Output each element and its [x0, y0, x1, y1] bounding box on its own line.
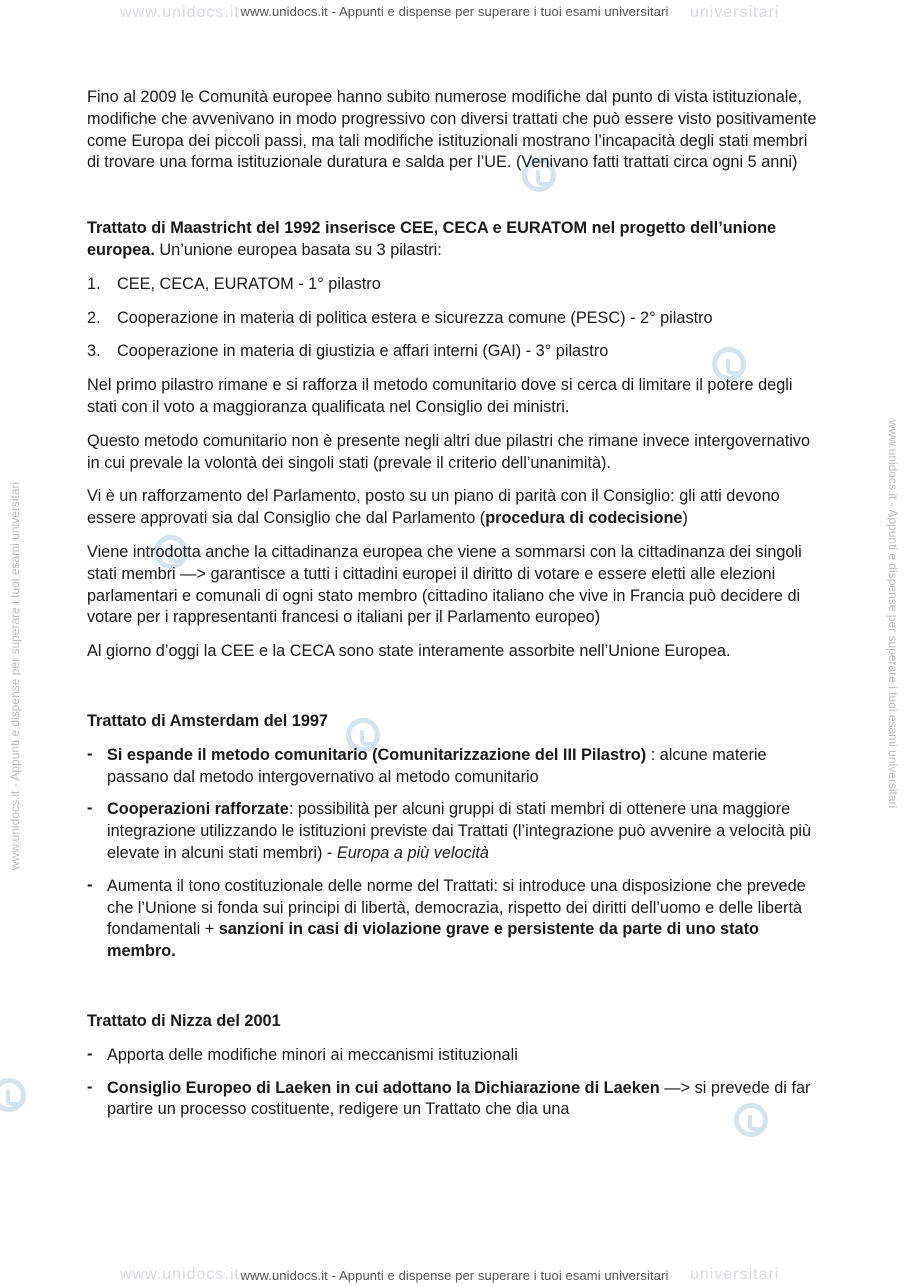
list-text: CEE, CECA, EURATOM - 1° pilastro [117, 274, 381, 293]
maastricht-title: Trattato di Maastricht del 1992 inserisce CEE, CECA e EURATOM nel progetto dell’unione europea. [87, 219, 777, 259]
side-watermark-left: www.unidocs.it - Appunti e dispense per superare i tuoi esami universitari [8, 481, 22, 870]
intro-paragraph: Fino al 2009 le Comunità europee hanno subito numerose modifiche dal punto di vista istituzionale, modifiche che avvenivano in modo progressivo con diversi trattati che può essere visto positivamente come Europa dei piccoli passi, ma tali modifiche istituzionali mostrano l’incapacità degli stati membri di trovare una forma istituzionale duratura e salda per l’UE. (Venivano fatti trattati circa ogni 5 anni) [87, 88, 817, 172]
pillars-list [87, 274, 823, 363]
watermark-text: universitari [690, 1266, 780, 1283]
list-number: 3. [87, 342, 101, 361]
paragraph-text: ) [682, 509, 688, 528]
dash-bullet: - [87, 1077, 93, 1096]
watermark-text: www.unidocs.it [120, 4, 240, 21]
watermark-logo-icon [0, 1078, 26, 1112]
list-item [87, 308, 823, 330]
item-bold: Si espande il metodo comunitario (Comunitarizzazione del III Pilastro) [107, 745, 647, 764]
paragraph: Al giorno d’oggi la CEE e la CECA sono state interamente assorbite nell’Unione Europea. [87, 642, 731, 661]
dash-bullet: - [87, 744, 93, 763]
paragraph-text: Vi è un rafforzamento del Parlamento, posto su un piano di parità con il Consiglio: gli atti devono essere approvati sia dal Consiglio che dal Parlamento ( [87, 487, 780, 528]
paragraph: Viene introdotta anche la cittadinanza europea che viene a sommarsi con la cittadinanza dei singoli stati membri —> garantisce a tutti i cittadini europei il diritto di votare e essere eletti alle elezioni parlamentari e comunali di ogni stato membro (cittadino italiano che vive in Francia può decidere di votare per i rappresentanti francesi o italiani per il Parlamento europeo) [87, 542, 802, 627]
list-item [87, 745, 823, 789]
footer-banner: www.unidocs.it - Appunti e dispense per superare i tuoi esami universitari [240, 1268, 669, 1283]
item-text: Aumenta il tono costituzionale delle norme del Trattati: si introduce una disposizione che prevede che l’Unione si fonda sui principi di libertà, democrazia, rispetto dei diritti dell’uomo e delle libertà fondamentali + [107, 876, 806, 939]
watermark-text: universitari [690, 4, 780, 21]
list-item [87, 274, 823, 296]
maastricht-heading [87, 218, 823, 262]
item-text: Apporta delle modifiche minori ai meccanismi istituzionali [107, 1045, 518, 1064]
paragraph: Nel primo pilastro rimane e si rafforza il metodo comunitario dove si cerca di limitare il potere degli stati con il voto a maggioranza qualificata nel Consiglio dei ministri. [87, 376, 793, 416]
dash-bullet: - [87, 875, 93, 894]
item-italic: Europa a più velocità [336, 843, 489, 862]
dash-bullet: - [87, 799, 93, 818]
paragraph-bold: procedura di codecisione [485, 509, 683, 528]
list-item [87, 341, 823, 363]
list-number: 2. [87, 308, 101, 327]
list-item [87, 876, 823, 963]
list-text: Cooperazione in materia di politica estera e sicurezza comune (PESC) - 2° pilastro [117, 308, 713, 327]
nizza-heading: Trattato di Nizza del 2001 [87, 1011, 281, 1030]
item-text: —> si prevede di far partire un processo costituente, redigere un Trattato che dia una [107, 1078, 811, 1119]
amsterdam-list [87, 745, 823, 963]
document-body [87, 87, 823, 1132]
item-bold: Consiglio Europeo di Laeken in cui adottano la Dichiarazione di Laeken [107, 1078, 660, 1097]
list-number: 1. [87, 274, 101, 293]
item-text: : alcune materie passano dal metodo intergovernativo al metodo comunitario [107, 745, 767, 786]
item-text: : possibilità per alcuni gruppi di stati membri di ottenere una maggiore integrazione utilizzando le istituzioni previste dai Trattati (l’integrazione può avvenire a velocità più elevate in alcuni stati membri) - [107, 800, 812, 862]
list-text: Cooperazione in materia di giustizia e affari interni (GAI) - 3° pilastro [117, 342, 609, 361]
item-bold: Cooperazioni rafforzate [107, 800, 289, 819]
list-item [87, 1045, 823, 1067]
maastricht-subtitle: Un’unione europea basata su 3 pilastri: [154, 240, 442, 259]
amsterdam-heading: Trattato di Amsterdam del 1997 [87, 711, 328, 730]
side-watermark-right: www.unidocs.it - Appunti e dispense per superare i tuoi esami universitari [886, 420, 900, 809]
dash-bullet: - [87, 1044, 93, 1063]
paragraph [87, 486, 823, 530]
paragraph: Questo metodo comunitario non è presente negli altri due pilastri che rimane invece intergovernativo in cui prevale la volontà dei singoli stati (prevale il criterio dell’unanimità). [87, 431, 811, 472]
nizza-list [87, 1045, 823, 1121]
list-item [87, 1078, 823, 1122]
watermark-text: www.unidocs.it [120, 1266, 240, 1283]
header-banner: www.unidocs.it - Appunti e dispense per superare i tuoi esami universitari [240, 4, 669, 19]
item-bold: sanzioni in casi di violazione grave e persistente da parte di uno stato membro. [107, 920, 759, 961]
list-item [87, 799, 823, 864]
